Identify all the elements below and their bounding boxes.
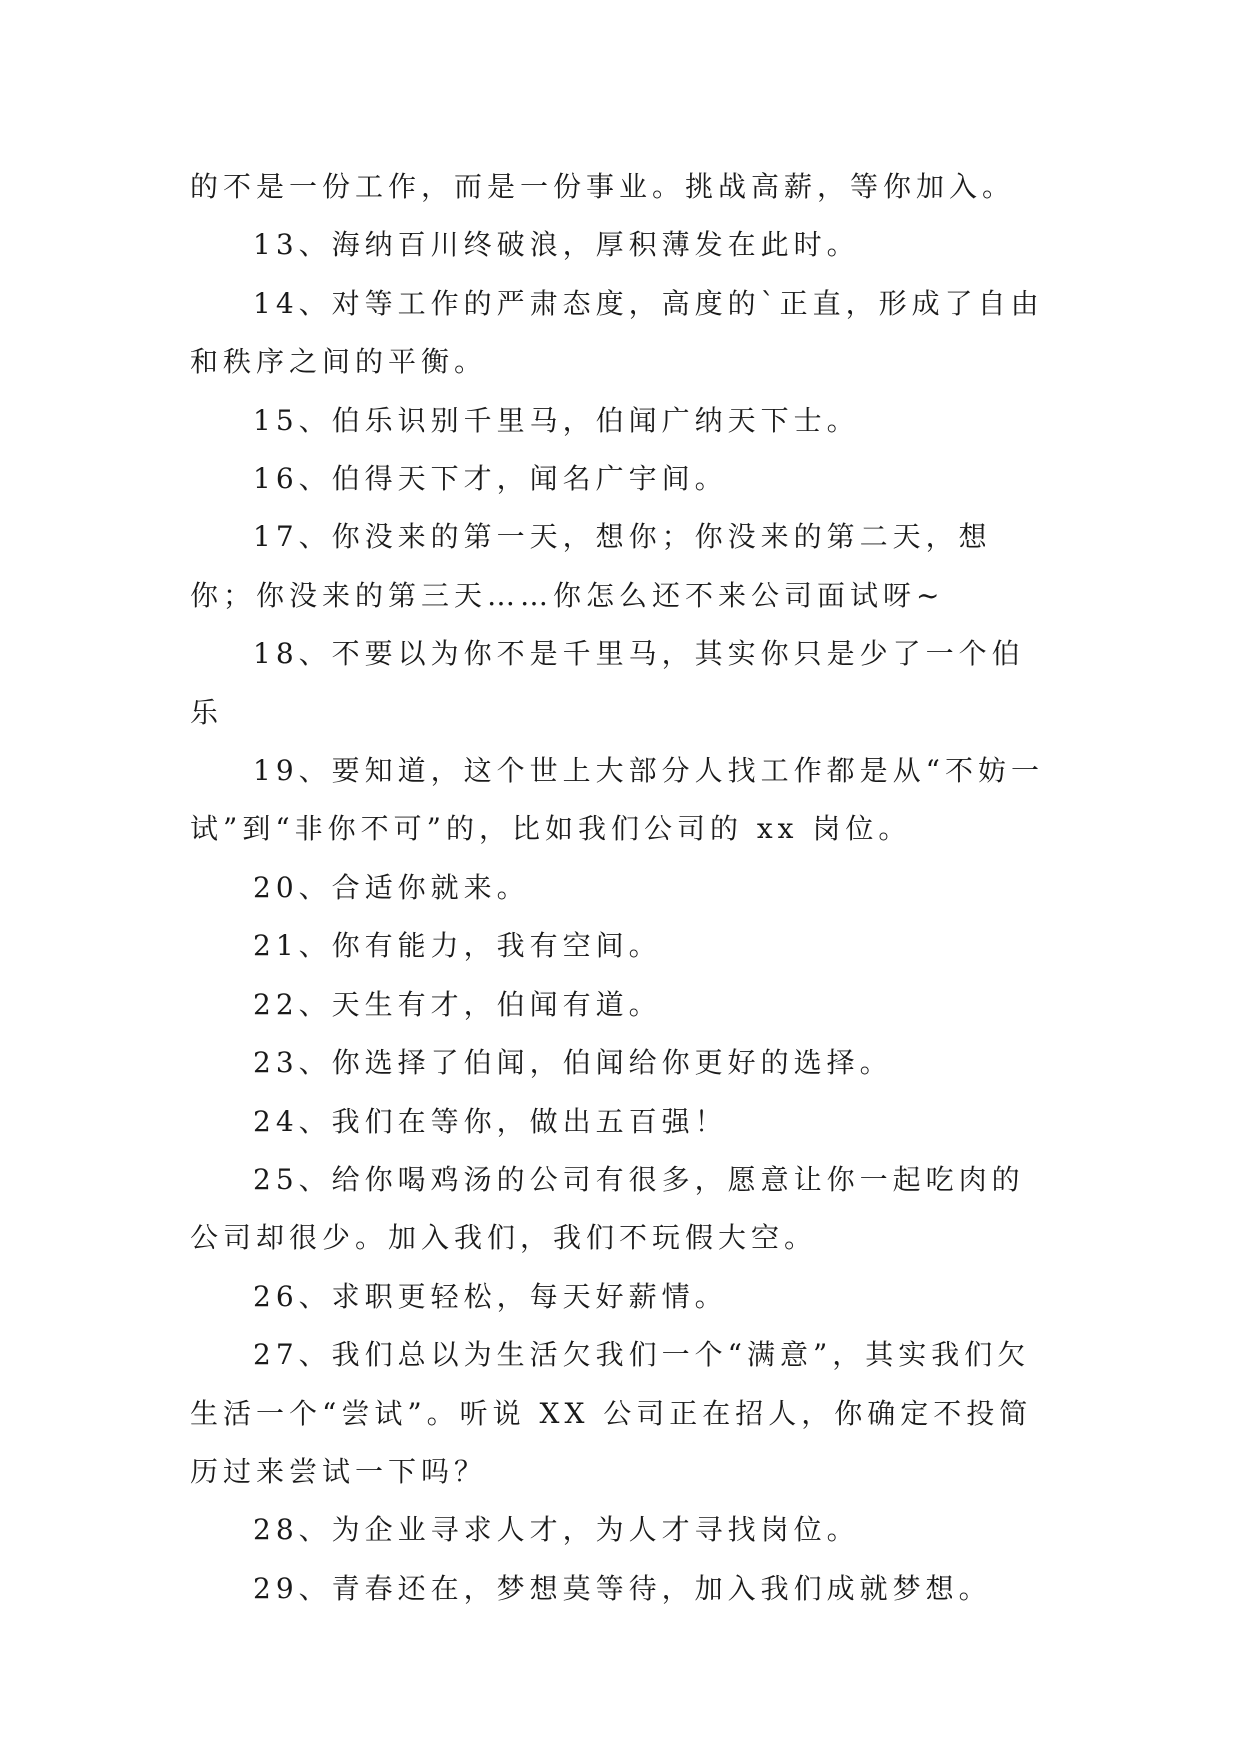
paragraph: 的不是一份工作，而是一份事业。挑战高薪，等你加入。 bbox=[190, 170, 1016, 203]
list-item: 24、我们在等你，做出五百强！ bbox=[253, 1104, 728, 1138]
list-item: 18、不要以为你不是千里马，其实你只是少了一个伯乐 bbox=[190, 637, 1025, 729]
list-item: 14、对等工作的严肃态度，高度的`正直，形成了自由和秩序之间的平衡。 bbox=[190, 286, 1044, 379]
list-item: 27、我们总以为生活欠我们一个“满意”，其实我们欠生活一个“尝试”。听说 XX 公司正在招人，你确定不投简历过来尝试一下吗？ bbox=[190, 1338, 1033, 1488]
list-item: 15、伯乐识别千里马，伯闻广纳天下士。 bbox=[253, 403, 860, 437]
list-item: 21、你有能力，我有空间。 bbox=[253, 929, 662, 963]
list-item: 28、为企业寻求人才，为人才寻找岗位。 bbox=[253, 1513, 860, 1547]
list-item: 25、给你喝鸡汤的公司有很多，愿意让你一起吃肉的公司却很少。加入我们，我们不玩假大空。 bbox=[190, 1162, 1025, 1255]
document-body bbox=[190, 158, 1050, 1618]
list-item: 23、你选择了伯闻，伯闻给你更好的选择。 bbox=[253, 1046, 893, 1080]
list-item: 29、青春还在，梦想莫等待，加入我们成就梦想。 bbox=[253, 1571, 992, 1605]
list-item: 17、你没来的第一天，想你；你没来的第二天，想你；你没来的第三天……你怎么还不来公司面试呀~ bbox=[190, 520, 992, 612]
list-item: 16、伯得天下才，闻名广宇间。 bbox=[253, 462, 728, 496]
list-item: 20、合适你就来。 bbox=[253, 870, 530, 904]
list-item: 19、要知道，这个世上大部分人找工作都是从“不妨一试”到“非你不可”的，比如我们公司的 xx 岗位。 bbox=[190, 754, 1044, 846]
list-item: 13、海纳百川终破浪，厚积薄发在此时。 bbox=[253, 228, 860, 262]
list-item: 22、天生有才，伯闻有道。 bbox=[253, 987, 662, 1021]
list-item: 26、求职更轻松，每天好薪情。 bbox=[253, 1279, 728, 1313]
